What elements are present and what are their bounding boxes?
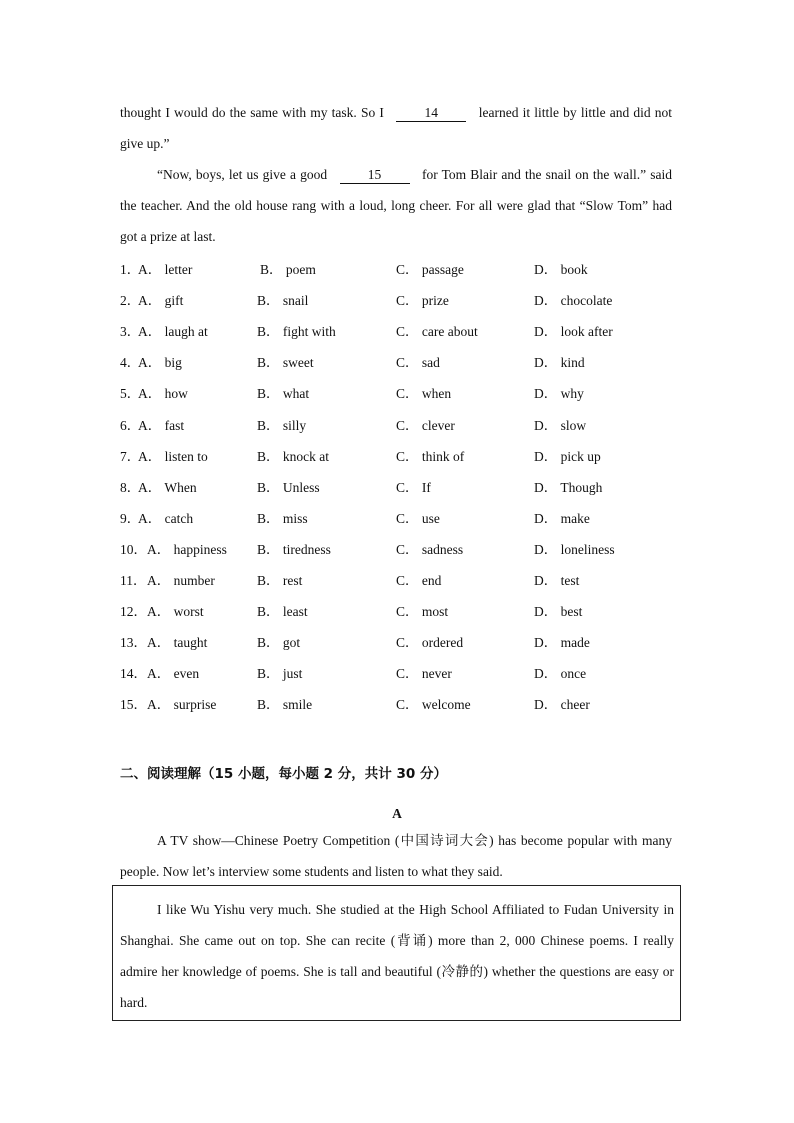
paragraph-text: “Now, boys, let us give a good	[157, 167, 328, 182]
question-number: 6．	[120, 417, 141, 433]
option-a[interactable]: A． number	[147, 573, 215, 588]
interview-text: I like Wu Yishu very much. She studied at the High School Affiliated to Fudan University in Shanghai. She came out on top. She can recite (背诵) more than 2, 000 Chinese poems. I really admire her knowledge of poems. She is tall and beautiful (冷静的) whether the questions are easy or hard.	[120, 902, 674, 1010]
question-row	[120, 382, 680, 402]
option-a[interactable]: A． big	[138, 355, 182, 371]
option-b[interactable]: B． just	[257, 666, 303, 682]
option-a[interactable]: A． taught	[147, 635, 208, 651]
question-row	[120, 600, 680, 620]
interview-box	[112, 885, 681, 1021]
reading-intro: A TV show—Chinese Poetry Competition (中国诗词大会) has become popular with many people. Now let’s interview some students and listen to what they said.	[120, 833, 672, 879]
question-row	[120, 351, 680, 371]
option-d[interactable]: D． best	[534, 604, 583, 620]
option-b[interactable]: B． sweet	[257, 355, 314, 371]
option-d[interactable]: D． why	[534, 386, 584, 402]
question-row	[120, 414, 680, 434]
option-d[interactable]: D． made	[534, 635, 590, 651]
option-a[interactable]: A． gift	[138, 293, 184, 309]
option-d[interactable]: D． chocolate	[534, 293, 613, 309]
option-b[interactable]: B． fight with	[257, 324, 336, 340]
question-number: 2．	[120, 293, 141, 309]
option-b[interactable]: B． Unless	[257, 479, 320, 495]
question-number: 1．	[120, 262, 141, 277]
blank-14: 14	[396, 105, 466, 122]
option-d[interactable]: D． look after	[534, 324, 613, 340]
option-b[interactable]: B． silly	[257, 417, 307, 433]
option-c[interactable]: C． think of	[396, 448, 465, 464]
option-a[interactable]: A． even	[147, 666, 200, 682]
option-c[interactable]: C． welcome	[396, 697, 471, 713]
question-row	[120, 693, 680, 713]
blank-15: 15	[340, 167, 410, 184]
question-row	[120, 320, 680, 340]
question-number: 13．	[120, 635, 147, 651]
option-b[interactable]: B． what	[257, 386, 310, 402]
option-c[interactable]: C． never	[396, 666, 452, 682]
section-title: 二、阅读理解（15 小题，每小题 2 分，共计 30 分）	[120, 766, 447, 782]
passage-paragraph-1	[120, 97, 672, 159]
option-c[interactable]: C． end	[396, 573, 442, 588]
option-a[interactable]: A． happiness	[147, 541, 227, 557]
paragraph-text: thought I would do the same with my task. So I	[120, 105, 384, 120]
option-a[interactable]: A． letter	[138, 262, 193, 277]
passage-letter: A	[392, 806, 402, 821]
question-number: 4．	[120, 355, 141, 371]
question-number: 10．	[120, 541, 147, 557]
option-c[interactable]: C． most	[396, 604, 449, 620]
option-a[interactable]: A． worst	[147, 604, 204, 620]
option-c[interactable]: C． prize	[396, 293, 449, 309]
question-row	[120, 289, 680, 309]
option-b[interactable]: B． got	[257, 635, 301, 651]
option-d[interactable]: D． make	[534, 510, 590, 526]
option-a[interactable]: A． how	[138, 386, 188, 402]
option-b[interactable]: B． snail	[257, 293, 309, 309]
option-b[interactable]: B． rest	[257, 573, 303, 588]
paragraph-text: for Tom Blair and the snail on the wall.” said the teacher. And the old house rang with a loud, long cheer. For all were glad that “Slow Tom” had got a prize at last.	[120, 167, 673, 244]
question-number: 15．	[120, 697, 147, 713]
option-d[interactable]: D． once	[534, 666, 587, 682]
question-row	[120, 662, 680, 682]
question-number: 8．	[120, 479, 141, 495]
option-c[interactable]: C． sadness	[396, 541, 464, 557]
question-number: 5．	[120, 386, 141, 402]
option-a[interactable]: A． catch	[138, 510, 194, 526]
option-c[interactable]: C． If	[396, 479, 431, 495]
option-c[interactable]: C． sad	[396, 355, 440, 371]
option-c[interactable]: C． clever	[396, 417, 455, 433]
option-c[interactable]: C． use	[396, 510, 440, 526]
question-number: 7．	[120, 448, 141, 464]
passage-paragraph-2	[120, 159, 672, 252]
option-d[interactable]: D． loneliness	[534, 541, 615, 557]
question-number: 3．	[120, 324, 141, 340]
question-number: 14．	[120, 666, 147, 682]
option-a[interactable]: A． When	[138, 479, 197, 495]
option-b[interactable]: B． tiredness	[257, 541, 331, 557]
option-b[interactable]: B． least	[257, 604, 308, 620]
option-b[interactable]: B． knock at	[257, 448, 329, 464]
question-number: 9．	[120, 510, 141, 526]
question-number: 12．	[120, 604, 147, 620]
option-a[interactable]: A． listen to	[138, 448, 208, 464]
question-row	[120, 569, 680, 589]
option-b[interactable]: B． smile	[257, 697, 313, 713]
question-row	[120, 445, 680, 465]
question-number: 11．	[120, 573, 147, 588]
option-c[interactable]: C． when	[396, 386, 452, 402]
option-b[interactable]: B． miss	[257, 510, 308, 526]
option-d[interactable]: D． Though	[534, 479, 603, 495]
option-a[interactable]: A． fast	[138, 417, 185, 433]
paragraph-text: learned it little by little and did not give up.”	[120, 105, 672, 151]
option-c[interactable]: C． care about	[396, 324, 478, 340]
option-d[interactable]: D． cheer	[534, 697, 590, 713]
option-d[interactable]: D． book	[534, 262, 588, 277]
question-row	[120, 631, 680, 651]
question-row	[120, 538, 680, 558]
question-row	[120, 507, 680, 527]
option-c[interactable]: C． passage	[396, 262, 464, 277]
option-a[interactable]: A． surprise	[147, 697, 217, 713]
option-b[interactable]: B． poem	[260, 262, 316, 277]
option-d[interactable]: D． pick up	[534, 448, 601, 464]
option-c[interactable]: C． ordered	[396, 635, 464, 651]
option-d[interactable]: D． slow	[534, 417, 587, 433]
question-row	[120, 476, 680, 496]
question-row	[120, 258, 680, 278]
option-d[interactable]: D． kind	[534, 355, 585, 371]
option-a[interactable]: A． laugh at	[138, 324, 208, 340]
option-d[interactable]: D． test	[534, 573, 580, 588]
